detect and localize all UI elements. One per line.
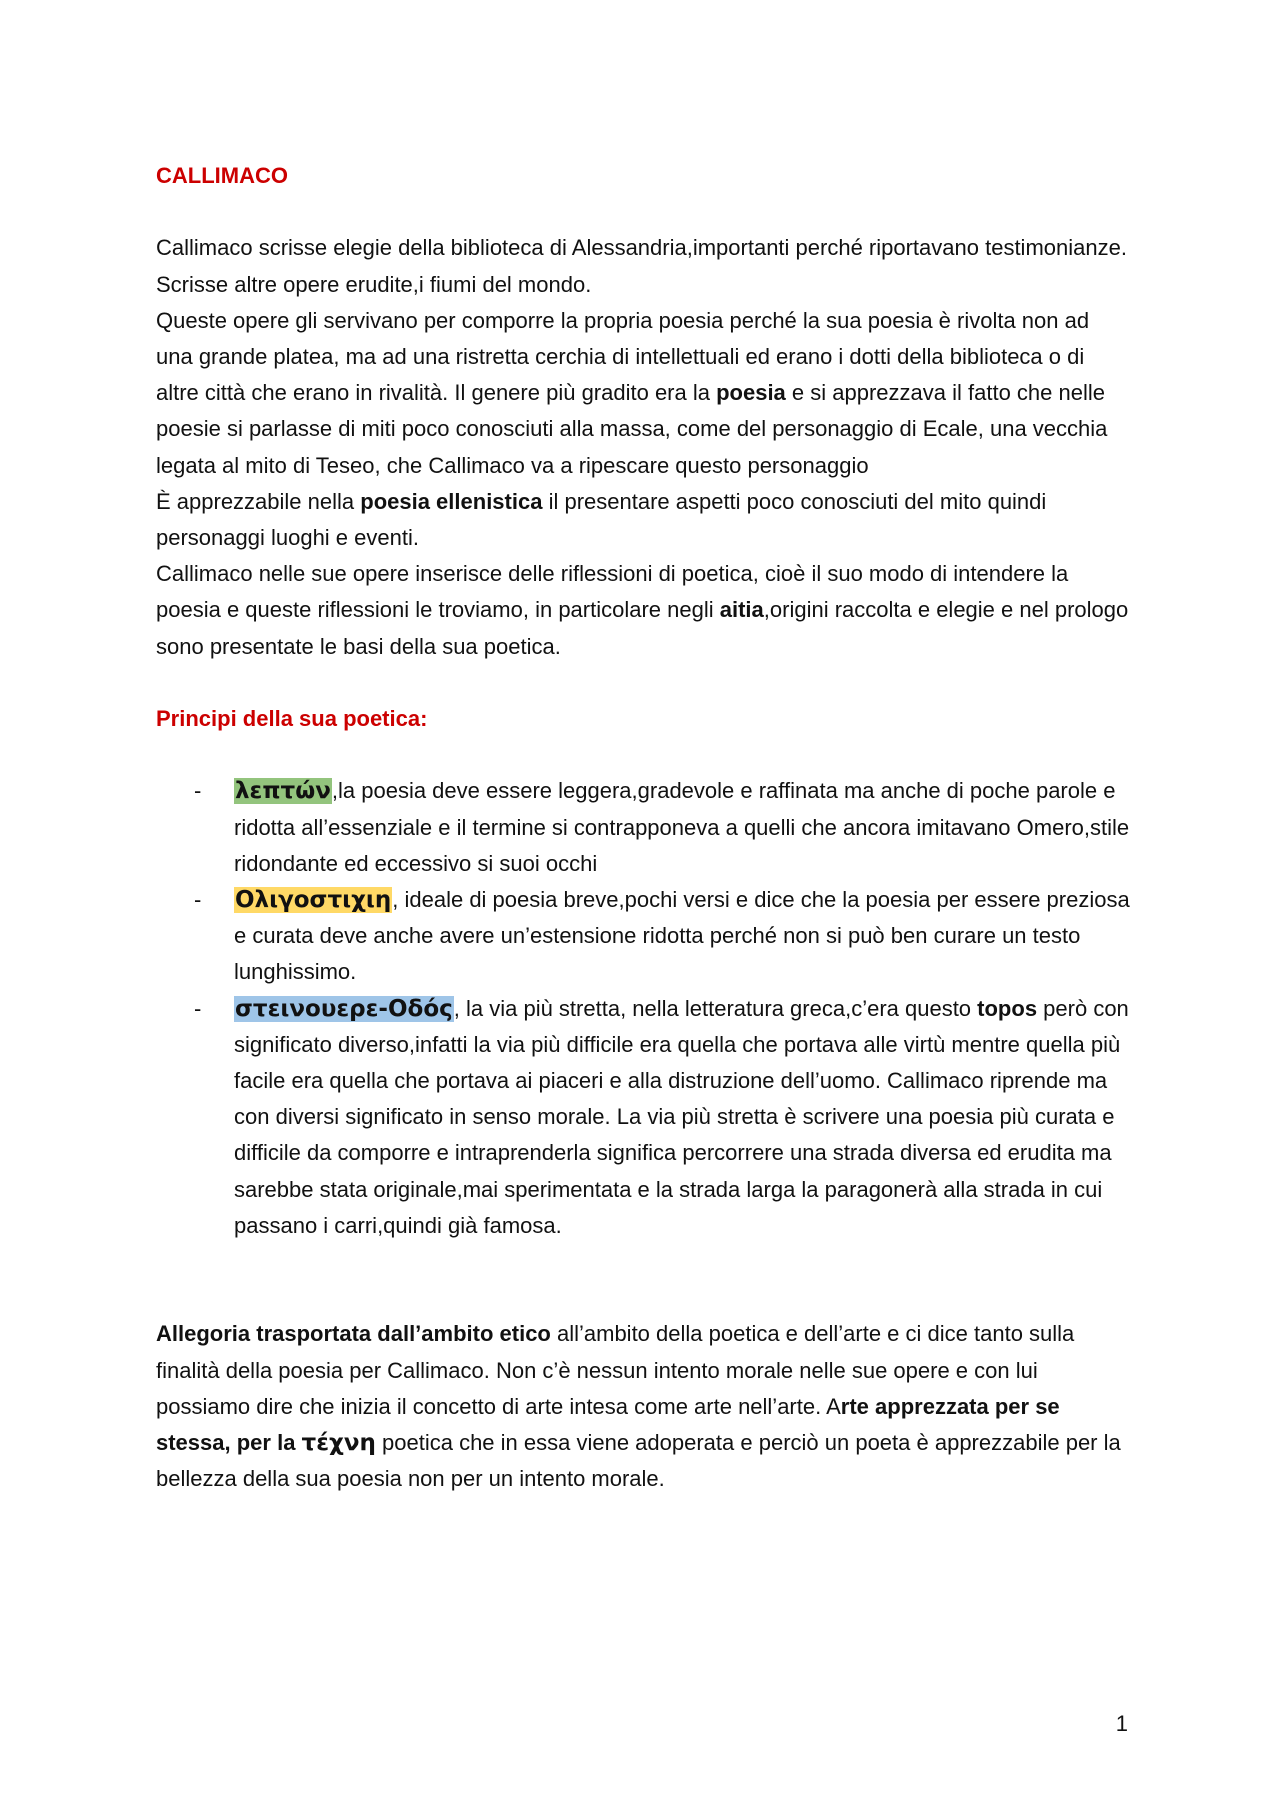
intro-text: il presentare aspetti poco conosciuti del mito quindi personaggi luoghi e eventi. — [156, 488, 1047, 551]
list-item-lepton — [156, 773, 1131, 882]
item-text: ,la poesia deve essere leggera,gradevole e raffinata ma anche di poche parole e ridotta all’essenziale e il termine si contrapponeva a quelli che ancora imitavano Omero,stile ridondante ed eccessivo si suoi occhi — [234, 778, 1130, 876]
highlighted-term-hodos: στεινουερε-Οδός — [235, 995, 453, 1022]
intro-paragraph-5 — [156, 556, 1131, 665]
document-title: CALLIMACO — [156, 163, 288, 188]
intro-text: ,origini raccolta e elegie e nel prologo sono presentate le basi della sua poetica. — [156, 597, 1129, 659]
bold-term-aitia: aitia — [719, 597, 764, 623]
principles-heading: Principi della sua poetica: — [156, 706, 428, 732]
bold-phrase-allegoria: Allegoria trasportata dall’ambito etico — [156, 1321, 551, 1347]
intro-text: Callimaco nelle sue opere inserisce delle riflessioni di poetica, cioè il suo modo di intendere la poesia e queste riflessioni le troviamo, in particolare negli — [156, 561, 1069, 623]
closing-paragraph — [156, 1316, 1131, 1497]
intro-text: È apprezzabile nella — [156, 488, 361, 514]
bold-phrase-arte-apprezzata: rte apprezzata per se stessa, per la — [156, 1393, 1060, 1456]
intro-paragraph-1: Callimaco scrisse elegie della biblioteca di Alessandria,importanti perché riportavano testimonianze. — [156, 235, 1127, 261]
page-number: 1 — [1115, 1711, 1128, 1736]
bullet-dash: - — [194, 887, 202, 913]
principles-list — [156, 773, 1131, 1244]
bold-term-poesia: poesia — [716, 380, 786, 406]
closing-text: all’ambito della poetica e dell’arte e ci dice tanto sulla finalità della poesia per Callimaco. Non c’è nessun intento morale nelle sue opere e con lui possiamo dire che inizia il concetto di arte intesa come arte nell’arte. A — [156, 1321, 1075, 1419]
intro-text: e si apprezzava il fatto che nelle poesie si parlasse di miti poco conosciuti alla massa, come del personaggio di Ecale, una vecchia legata al mito di Teseo, che Callimaco va a ripescare questo personaggio — [156, 380, 1108, 478]
bold-term-topos: topos — [977, 995, 1038, 1021]
intro-paragraph-4 — [156, 484, 1131, 556]
intro-paragraph-3 — [156, 303, 1131, 484]
item-text: , ideale di poesia breve,pochi versi e dice che la poesia per essere preziosa e curata deve anche avere un’estensione ridotta perché non si può ben curare un testo lunghissimo. — [234, 887, 1130, 985]
page-content — [156, 158, 1131, 1497]
item-text: però con significato diverso,infatti la via più difficile era quella che portava alle virtù mentre quella più facile era quella che portava ai piaceri e alla distruzione dell’uomo. Callimaco riprende ma con diversi significato in senso morale. La via più stretta è scrivere una poesia più curata e difficile da comporre e intraprenderla significa percorrere una strada diversa ed erudita ma sarebbe stata originale,mai sperimentata e la strada larga la paragonerà alla strada in cui passano i carri,quindi già famosa. — [234, 995, 1129, 1238]
highlighted-term-lepton: λεπτών — [235, 778, 331, 805]
list-item-steinoterē-hodos — [156, 991, 1131, 1244]
intro-section — [156, 230, 1131, 664]
bullet-dash: - — [194, 995, 202, 1021]
list-item-oligostichie — [156, 882, 1131, 991]
highlighted-term-oligostichie: Ολιγοστιχιη — [235, 887, 392, 914]
intro-text: Queste opere gli servivano per comporre la propria poesia perché la sua poesia è rivolta non ad una grande platea, ma ad una ristretta cerchia di intellettuali ed erano i dotti della biblioteca o di altre città che erano in rivalità. Il genere più gradito era la — [156, 307, 1090, 406]
greek-term-techne: τέχνη — [301, 1430, 376, 1457]
intro-paragraph-2: Scrisse altre opere erudite,i fiumi del mondo. — [156, 271, 592, 297]
closing-text: poetica che in essa viene adoperata e perciò un poeta è apprezzabile per la bellezza della sua poesia non per un intento morale. — [156, 1430, 1121, 1492]
item-text: , la via più stretta, nella letteratura greca,c’era questo — [453, 995, 978, 1021]
bold-term-poesia-ellenistica: poesia ellenistica — [360, 488, 543, 514]
bullet-dash: - — [194, 778, 202, 804]
